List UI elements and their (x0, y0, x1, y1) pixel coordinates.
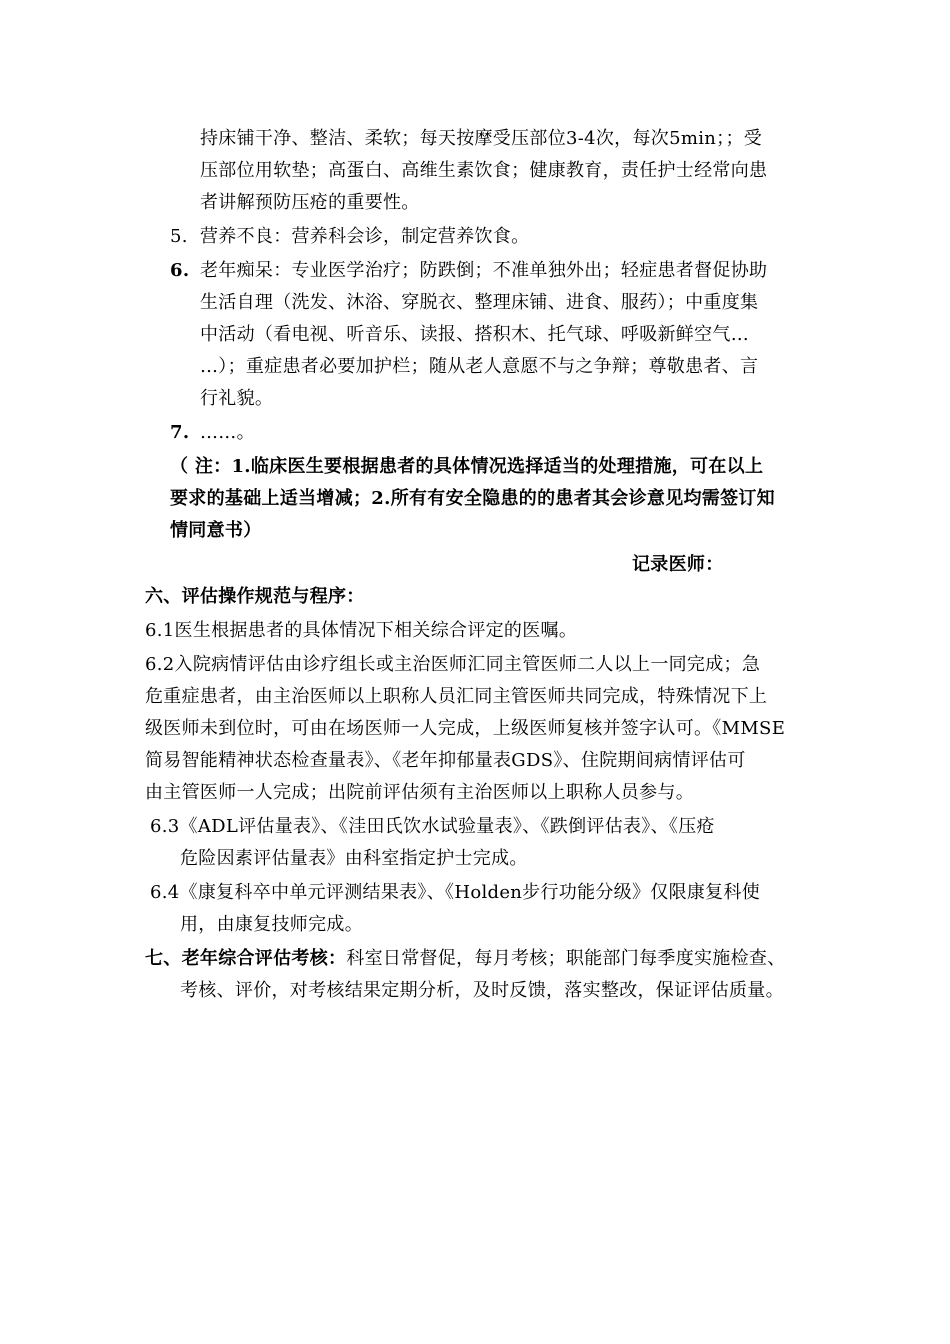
item6-line-2: 生活自理（洗发、沐浴、穿脱衣、整理床铺、进食、服药）；中重度集 (200, 292, 759, 313)
section7-line-2: 考核、评价，对考核结果定期分析，及时反馈，落实整改，保证评估质量。 (180, 980, 784, 1001)
item6-number: 6. (170, 260, 190, 281)
section6-p62-line-1: 6.2入院病情评估由诊疗组长或主治医师汇同主管医师二人以上一同完成；急 (145, 654, 761, 675)
item6-line-1 (170, 258, 767, 284)
section6-p61: 6.1医生根据患者的具体情况下相关综合评定的医嘱。 (145, 620, 578, 641)
item7-number: 7. (170, 422, 190, 443)
section6-p62-line-3: 级医师未到位时，可由在场医师一人完成，上级医师复核并签字认可。《MMSE (145, 718, 786, 739)
section6-p64-line-1: 6.4《康复科卒中单元评测结果表》、《Holden步行功能分级》仅限康复科使 (150, 882, 761, 903)
section6-p63-line-1: 6.3《ADL评估量表》、《洼田氏饮水试验量表》、《跌倒评估表》、《压疮 (150, 816, 715, 837)
item6-text-1: 老年痴呆：专业医学治疗；防跌倒；不准单独外出；轻症患者督促协助 (200, 260, 768, 281)
section7-line-1 (145, 946, 786, 972)
note-line-2: 要求的基础上适当增减；2.所有有安全隐患的的患者其会诊意见均需签订知 (170, 488, 775, 509)
recorder-label: 记录医师： (632, 554, 724, 575)
item5 (170, 224, 529, 250)
item6-line-5: 行礼貌。 (200, 388, 274, 409)
item5-text: 营养不良：营养科会诊，制定营养饮食。 (200, 226, 530, 247)
section6-p62-line-2: 危重症患者，由主治医师以上职称人员汇同主管医师共同完成，特殊情况下上 (145, 686, 768, 707)
item4-line-3: 者讲解预防压疮的重要性。 (200, 192, 420, 213)
note-line-3: 情同意书） (170, 520, 262, 541)
item4-line-1: 持床铺干净、整洁、柔软；每天按摩受压部位3-4次，每次5min；；受 (200, 128, 763, 149)
item5-number: 5. (170, 226, 188, 247)
section6-p62-line-5: 由主管医师一人完成；出院前评估须有主治医师以上职称人员参与。 (145, 782, 694, 803)
item7 (170, 420, 255, 446)
section7-text-1: 科室日常督促，每月考核；职能部门每季度实施检查、 (346, 948, 786, 969)
item6-line-3: 中活动（看电视、听音乐、读报、搭积木、托气球、呼吸新鲜空气… (200, 324, 749, 345)
item6-line-4: …）；重症患者必要加护栏；随从老人意愿不与之争辩；尊敬患者、言 (200, 356, 759, 377)
section6-title: 六、评估操作规范与程序： (145, 586, 365, 607)
section7-title: 七、老年综合评估考核： (145, 948, 347, 969)
item4-line-2: 压部位用软垫；高蛋白、高维生素饮食；健康教育，责任护士经常向患 (200, 160, 768, 181)
section6-p62-line-4: 简易智能精神状态检查量表》、《老年抑郁量表GDS》、住院期间病情评估可 (145, 750, 746, 771)
item7-text: ……。 (200, 422, 255, 443)
note-line-1: （ 注：1.临床医生要根据患者的具体情况选择适当的处理措施，可在以上 (170, 456, 764, 477)
section6-p63-line-2: 危险因素评估量表》由科室指定护士完成。 (180, 848, 528, 869)
section6-p64-line-2: 用，由康复技师完成。 (180, 914, 363, 935)
